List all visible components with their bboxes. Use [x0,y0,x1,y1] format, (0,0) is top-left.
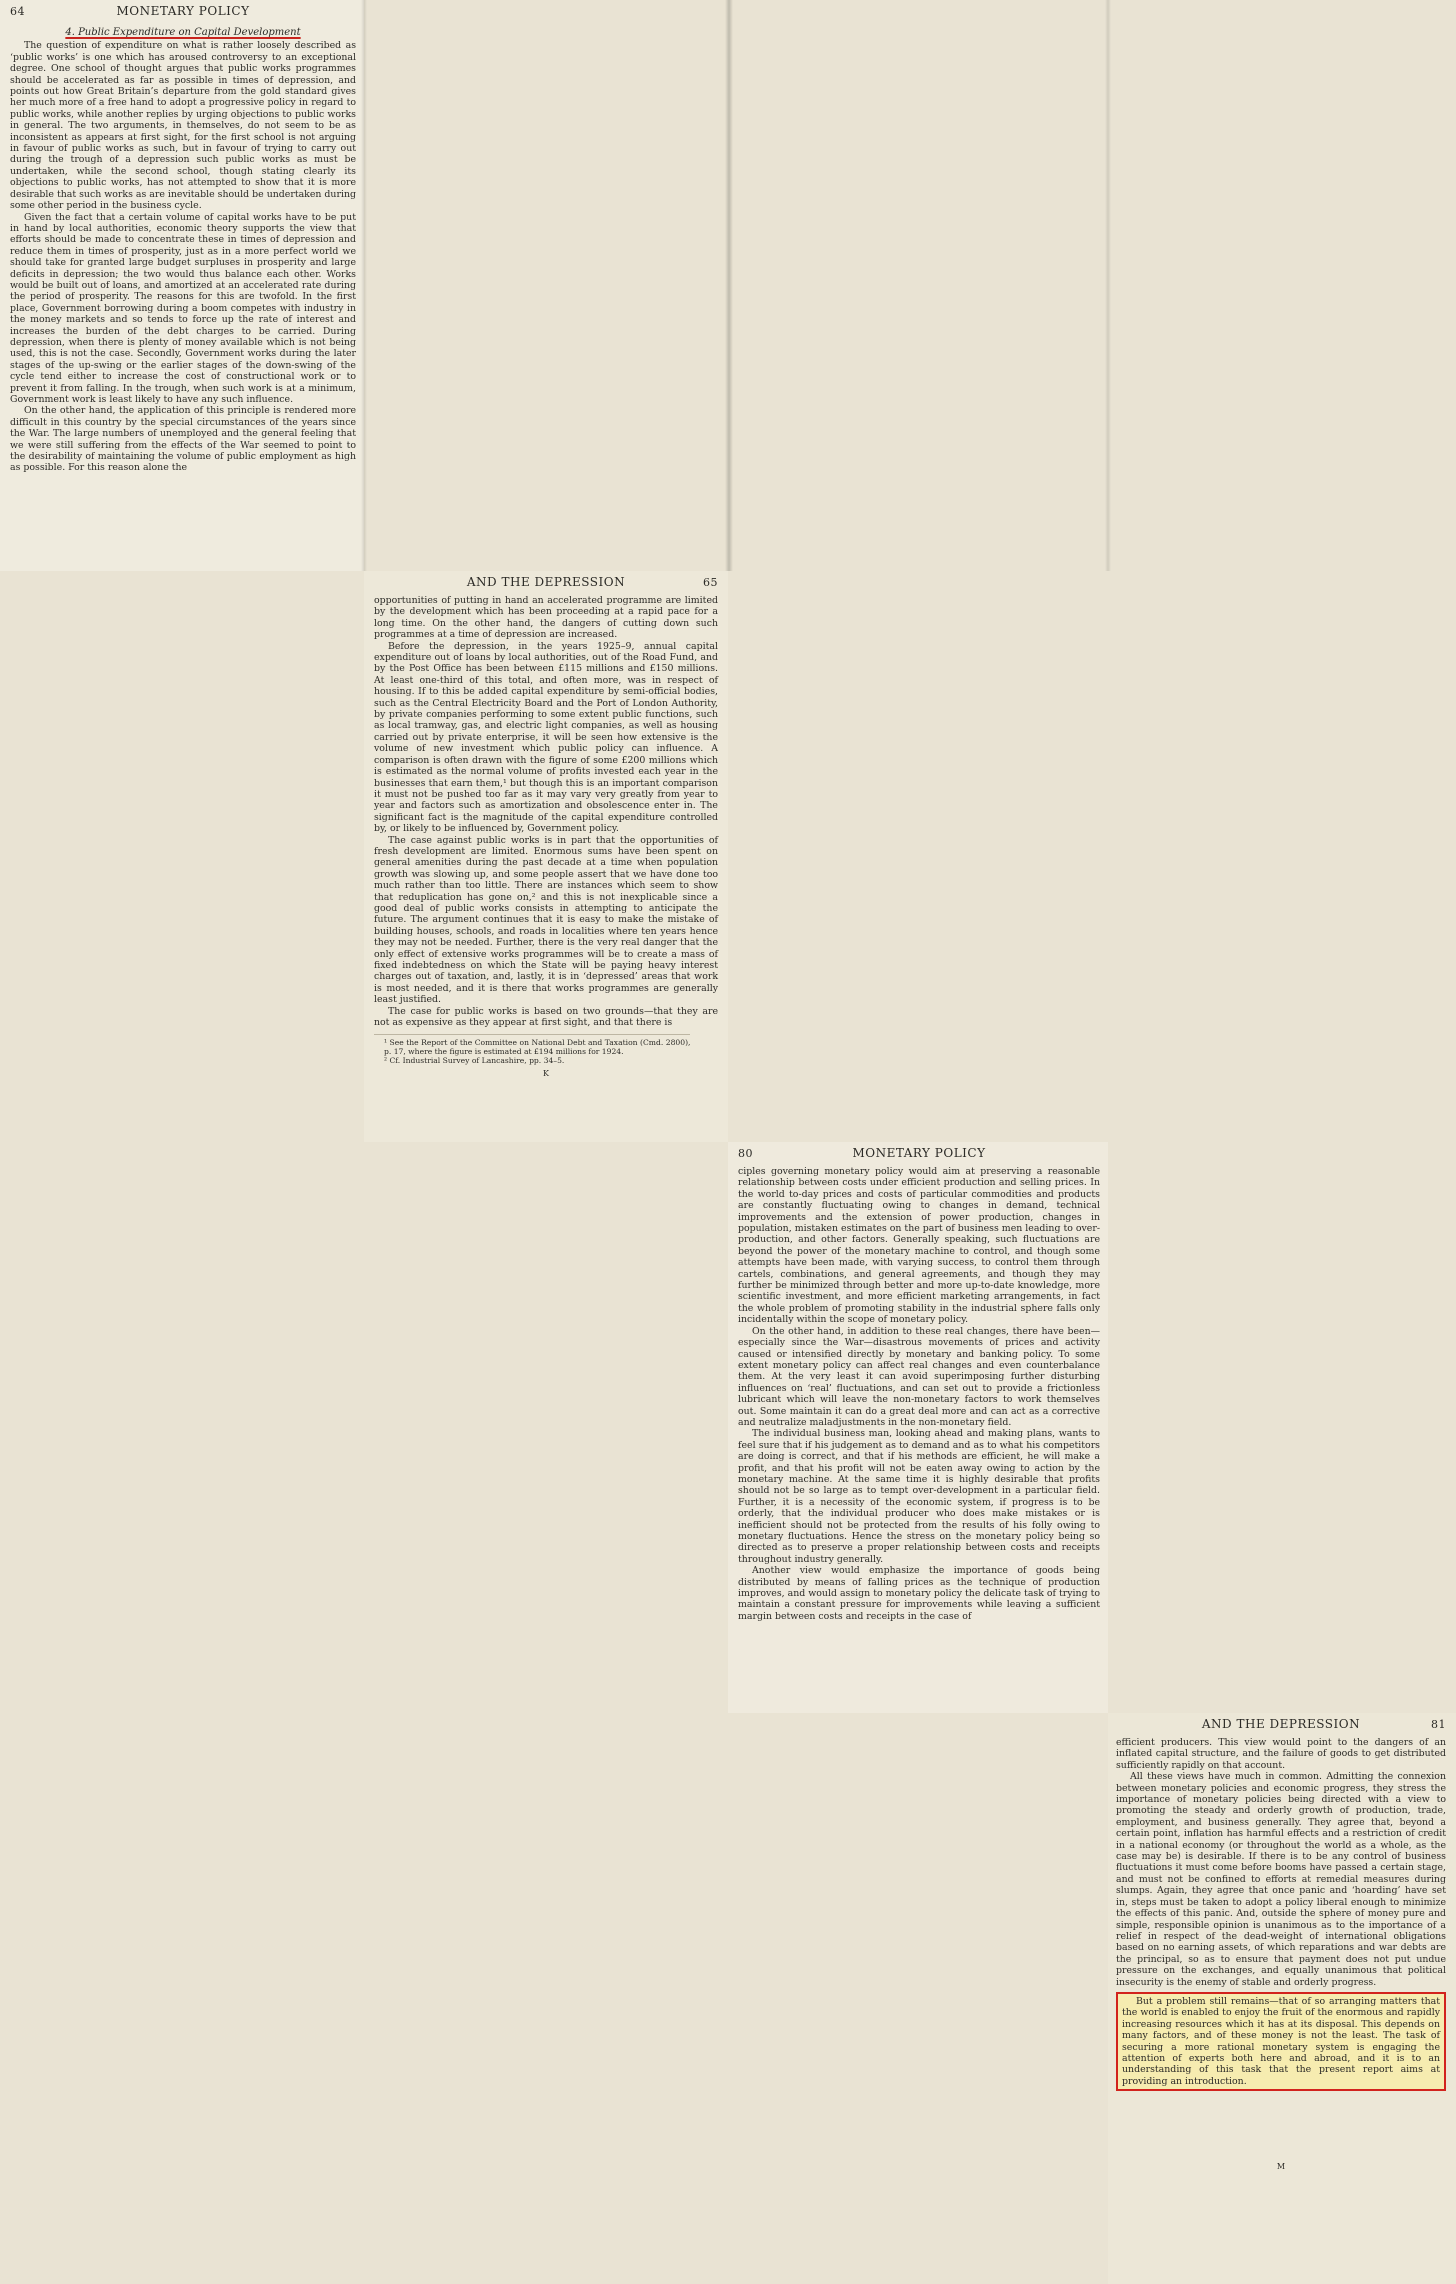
paragraph: The question of expenditure on what is rather loosely described as ‘public works’ is one which has aroused controversy to an exceptional degree. One school of thought argues that public works programmes should be accelerated as far as possible in times of depression, and points out how Great Britain’s departure from the gold standard gives her much more of a free hand to adopt a progressive policy in regard to public works, while another replies by urging objections to public works in general. The two arguments, in themselves, do not seem to be as inconsistent as appears at first sight, for the first school is not arguing in favour of public works as such, but in favour of trying to carry out during the trough of a depression such public works as must be undertaken, while the second school, though stating clearly its objections to public works, has not attempted to show that it is more desirable that such works as are inevitable should be undertaken during some other period in the business cycle. [10,40,356,212]
page-header [738,1146,1100,1166]
page-gutter [1105,0,1111,571]
paragraph: Given the fact that a certain volume of capital works have to be put in hand by local authorities, economic theory supports the view that efforts should be made to concentrate these in times of depression and reduce them in times of prosperity, just as in a more perfect world we should take for granted large budget surpluses in prosperity and large deficits in depression; the two would thus balance each other. Works would be built out of loans, and amortized at an accelerated rate during the period of prosperity. The reasons for this are twofold. In the first place, Government borrowing during a boom competes with industry in the money markets and so tends to force up the rate of interest and increases the burden of the debt charges to be carried. During depression, when there is plenty of money available which is not being used, this is not the case. Secondly, Government works during the later stages of the up-swing or the earlier stages of the down-swing of the cycle tend either to increase the cost of constructional work or to prevent it from falling. In the trough, when such work is at a minimum, Government work is least likely to have any such influence. [10,211,356,405]
page-header [374,575,718,595]
page-number: 81 [1431,1718,1446,1731]
page-body [10,27,356,474]
paragraph: Before the depression, in the years 1925–9, annual capital expenditure out of loans by local authorities, out of the Road Fund, and by the Post Office has been between £115 millions and £150 millions. At least one-third of this total, and often more, was in respect of housing. If to this be added capital expenditure by semi-official bodies, such as the Central Electricity Board and the Port of London Authority, by private companies performing to some extent public functions, such as local tramway, gas, and electric light companies, as well as housing carried out by private enterprise, it will be seen how extensive is the volume of new investment which public policy can influence. A comparison is often drawn with the figure of some £200 millions which is estimated as the normal volume of profits invested each year in the businesses that earn them,¹ but though this is an important comparison it must not be pushed too far as it may vary very greatly from year to year and factors such as amortization and obsolescence enter in. The significant fact is the magnitude of the capital expenditure controlled by, or likely to be influenced by, Government policy. [374,640,718,835]
page-number: 65 [703,576,718,589]
running-head: MONETARY POLICY [116,4,250,18]
running-head: AND THE DEPRESSION [1201,1717,1361,1731]
footnote: ² Cf. Industrial Survey of Lancashire, pp. 34–5. [384,1056,565,1066]
paragraph: On the other hand, in addition to these real changes, there have been—especially since the War—disastrous movements of prices and activity caused or intensified directly by monetary and banking policy. To some extent monetary policy can affect real changes and even counterbalance them. At the very least it can avoid superimposing further disturbing influences on ‘real’ fluctuations, and can set out to provide a frictionless lubricant which will leave the non-monetary factors to work themselves out. Some maintain it can do a great deal more and can act as a corrective and neutralize maladjustments in the non-monetary field. [738,1325,1100,1428]
page-body [1116,1737,1446,2173]
paragraph: efficient producers. This view would point to the dangers of an inflated capital structure, and the failure of goods to get distributed sufficiently rapidly on that account. [1116,1737,1446,1771]
highlighted-passage-box [1116,1992,1446,2091]
paragraph: opportunities of putting in hand an accelerated programme are limited by the development which has been proceeding at a rapid pace for a long time. On the other hand, the dangers of cutting down such programmes at a time of depression are increased. [374,595,718,641]
book-spine-gap [725,0,733,571]
running-head: AND THE DEPRESSION [466,575,626,589]
paragraph: Another view would emphasize the importance of goods being distributed by means of falling prices as the technique of production improves, and would assign to monetary policy the delicate task of trying to maintain a constant pressure for improvements while leaving a sufficient margin between costs and receipts in the case of [738,1565,1100,1622]
footnotes [374,1034,690,1065]
paragraph: All these views have much in common. Admitting the connexion between monetary policies and economic progress, they stress the importance of monetary policies being directed with a view to promoting the steady and orderly growth of production, trade, employment, and business generally. They agree that, beyond a certain point, inflation has harmful effects and a restriction of credit in a national economy (or throughout the world as a whole, as the case may be) is desirable. If there is to be any control of business fluctuations it must come before booms have passed a certain stage, and must not be confined to efforts at remedial measures during slumps. Again, they agree that once panic and ‘hoarding’ have set in, steps must be taken to adopt a policy liberal enough to minimize the effects of this panic. And, outside the sphere of money pure and simple, responsible opinion is unanimous as to the importance of a relief in respect of the dead-weight of international obligations based on no earning assets, of which reparations and war debts are the principal, so as to ensure that payment does not put undue pressure on the exchanges, and equally unanimous that political insecurity is the enemy of stable and orderly progress. [1116,1771,1446,1988]
page-body [738,1166,1100,1622]
page-number: 80 [738,1147,753,1160]
page-body [374,595,718,1080]
page-65 [364,571,728,1142]
paragraph: The case for public works is based on two grounds—that they are not as expensive as they appear at first sight, and that there is [374,1005,718,1029]
running-head: MONETARY POLICY [852,1146,986,1160]
paragraph: The individual business man, looking ahead and making plans, wants to feel sure that if his judgement as to demand and as to what his competitors are doing is correct, and that if his methods are efficient, he will make a profit, and that his profit will not be eaten away owing to action by the monetary machine. At the same time it is highly desirable that profits should not be so large as to tempt over-development in a particular field. Further, it is a necessity of the economic system, if progress is to be orderly, that the individual producer who does make mistakes or is inefficient should not be protected from the results of his folly owing to monetary fluctuations. Hence the stress on the monetary policy being so directed as to preserve a proper relationship between costs and receipts throughout industry generally. [738,1428,1100,1565]
page-header [1116,1717,1446,1737]
signature-mark: M [1276,2162,1286,2172]
page-header [10,4,356,24]
page-80 [728,1142,1108,1713]
signature-mark: K [543,1069,549,1079]
page-gutter [361,0,367,571]
section-heading: 4. Public Expenditure on Capital Development [65,27,301,38]
paragraph: The case against public works is in part that the opportunities of fresh development are limited. Enormous sums have been spent on general amenities during the past decade at a time when population growth was slowing up, and some people assert that we have done too much rather than too little. There are instances which seem to show that reduplication has gone on,² and this is not inexplicable since a good deal of public works consists in attempting to anticipate the future. The argument continues that it is easy to make the mistake of building houses, schools, and roads in localities where ten years hence they may not be needed. Further, there is the very real danger that the only effect of extensive works programmes will be to create a mass of fixed indebtedness on which the State will be paying heavy interest charges out of taxation, and, lastly, it is in ‘depressed’ areas that work is most needed, and it is there that works programmes are generally least justified. [374,834,718,1006]
page-number: 64 [10,5,25,18]
paragraph: ciples governing monetary policy would aim at preserving a reasonable relationship between costs under efficient production and selling prices. In the world to-day prices and costs of particular commodities and products are constantly fluctuating owing to changes in demand, technical improvements and the extension of power production, changes in population, mistaken estimates on the part of business men leading to over-production, and other factors. Generally speaking, such fluctuations are beyond the power of the monetary machine to control, and though some attempts have been made, with varying success, to control them through cartels, combinations, and general agreements, and though they may further be minimized through better and more up-to-date knowledge, more scientific investment, and more efficient marketing arrangements, in fact the whole problem of promoting stability in the industrial sphere falls only incidentally within the scope of monetary policy. [738,1166,1100,1326]
paragraph: But a problem still remains—that of so arranging matters that the world is enabled to enjoy the fruit of the enormous and rapidly increasing resources which it has at its disposal. This depends on many factors, and of these money is not the least. The task of securing a more rational monetary system is engaging the attention of experts both here and abroad, and it is to an understanding of this task that the present report aims at providing an introduction. [1122,1995,1440,2087]
footnote: ¹ See the Report of the Committee on National Debt and Taxation (Cmd. 2800), p. 17, where the figure is estimated at £194 millions for 1924. [384,1038,691,1057]
paragraph: On the other hand, the application of this principle is rendered more difficult in this country by the special circumstances of the years since the War. The large numbers of unemployed and the general feeling that we were still suffering from the effects of the War seemed to point to the desirability of maintaining the volume of public employment as high as possible. For this reason alone the [10,405,356,474]
page-81 [1108,1713,1456,2284]
page-64 [0,0,364,571]
